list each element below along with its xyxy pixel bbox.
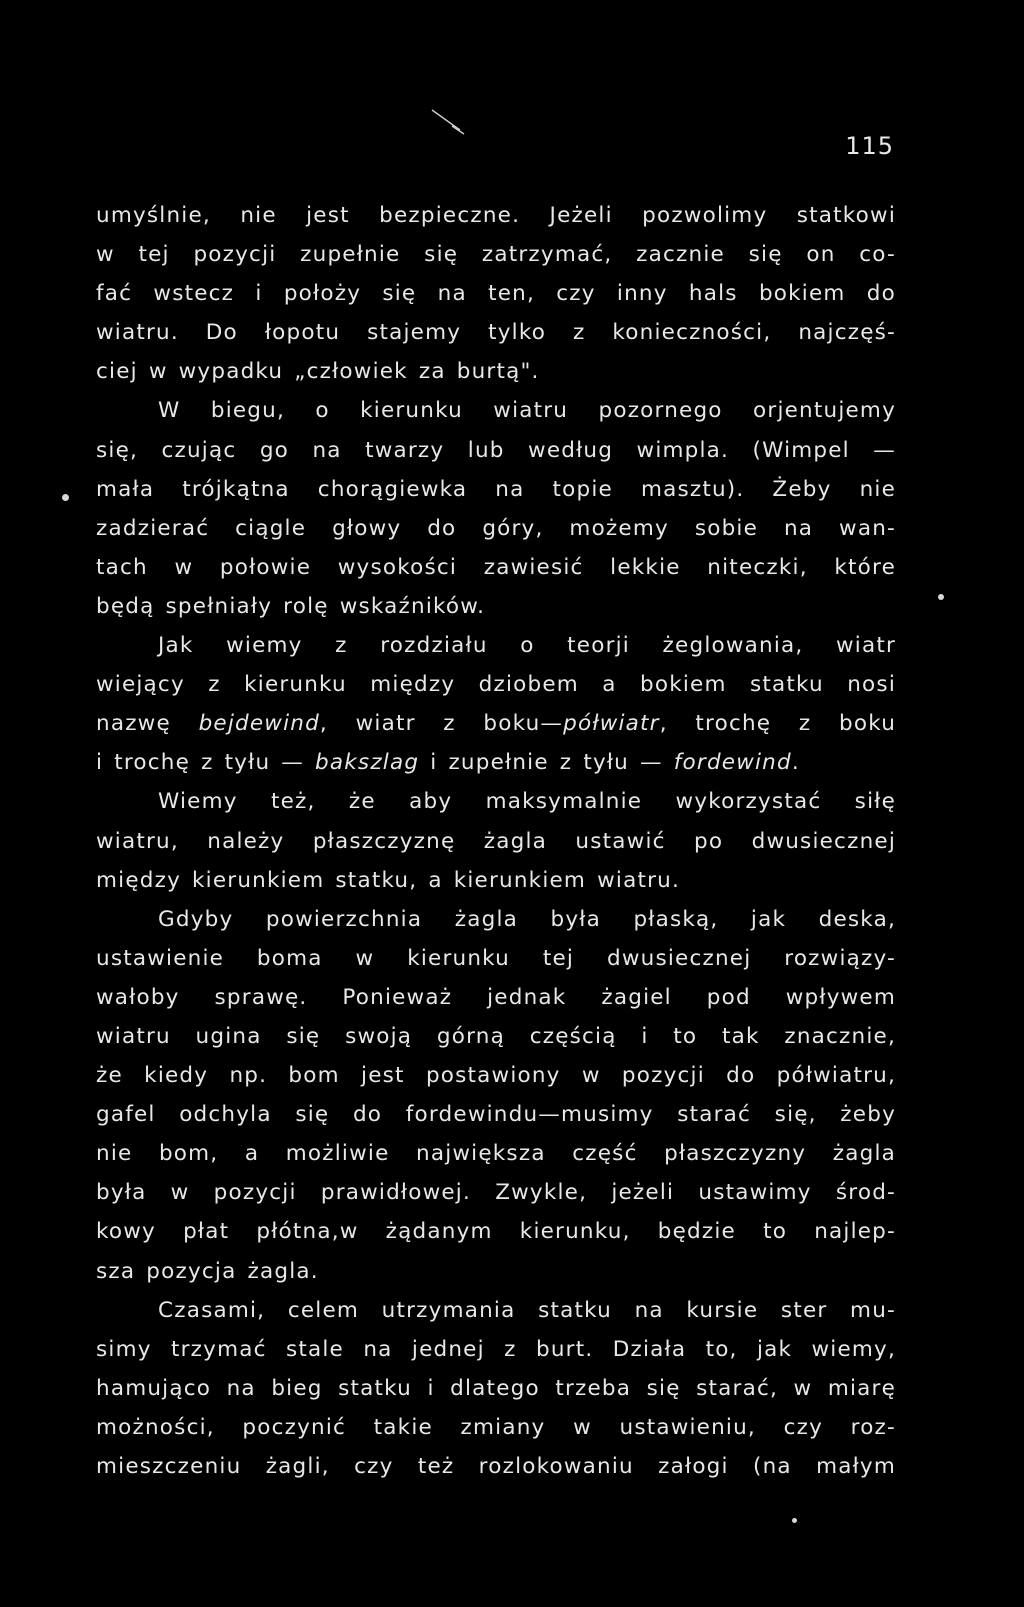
- text-line: że kiedy np. bom jest postawiony w pozycji do półwiatru,: [96, 1063, 896, 1089]
- text-line: w tej pozycji zupełnie się zatrzymać, zacznie się on co-: [96, 242, 896, 268]
- page-body-text: [96, 196, 896, 1486]
- text-line: Jak wiemy z rozdziału o teorji żeglowania, wiatr: [158, 633, 896, 659]
- text-line: wałoby sprawę. Ponieważ jednak żagiel pod wpływem: [96, 984, 896, 1010]
- text-line: Wiemy też, że aby maksymalnie wykorzystać siłę: [158, 789, 896, 815]
- text-line: sza pozycja żagla.: [96, 1258, 319, 1284]
- text-line: możności, poczynić takie zmiany w ustawieniu, czy roz-: [96, 1414, 896, 1440]
- text-line: simy trzymać stale na jednej z burt. Działa to, jak wiemy,: [96, 1336, 896, 1362]
- text-line: Gdyby powierzchnia żagla była płaską, jak deska,: [158, 906, 896, 932]
- text-line: będą spełniały rolę wskaźników.: [96, 593, 486, 619]
- text-line: mała trójkątna chorągiewka na topie masztu). Żeby nie: [96, 476, 896, 502]
- page-number: 115: [845, 132, 894, 160]
- text-line: zadzierać ciągle głowy do góry, możemy sobie na wan-: [96, 515, 896, 541]
- term-polwiatr: półwiatr: [563, 711, 660, 737]
- text-line: wiatru. Do łopotu stajemy tylko z konieczności, najczęś-: [96, 320, 896, 346]
- text-line: umyślnie, nie jest bezpieczne. Jeżeli pozwolimy statkowi: [96, 203, 896, 228]
- term-fordewind: fordewind: [673, 750, 792, 776]
- text-line: ciej w wypadku „człowiek za burtą".: [96, 359, 540, 385]
- text-run: , trochę z boku: [659, 711, 897, 737]
- text-line: kowy płat płótna,w żądanym kierunku, będzie to najlep-: [96, 1219, 896, 1245]
- term-bakszlag: bakszlag: [315, 750, 420, 776]
- text-run: i zupełnie z tyłu —: [419, 750, 674, 776]
- text-line: tach w połowie wysokości zawiesić lekkie niteczki, które: [96, 554, 896, 580]
- text-line: wiejący z kierunku między dziobem a bokiem statku nosi: [96, 672, 896, 698]
- text-line-mixed: [96, 704, 896, 743]
- text-line: ustawienie boma w kierunku tej dwusiecznej rozwiązy-: [96, 945, 896, 971]
- speck-mark: [938, 594, 944, 600]
- text-line: fać wstecz i położy się na ten, czy inny hals bokiem do: [96, 281, 896, 307]
- term-bejdewind: bejdewind: [198, 711, 320, 737]
- speck-mark: [792, 1518, 797, 1523]
- scratch-mark: [430, 108, 470, 138]
- text-line: między kierunkiem statku, a kierunkiem wiatru.: [96, 867, 680, 893]
- text-line-mixed: [96, 743, 896, 782]
- text-run: , wiatr z boku—: [319, 711, 564, 737]
- text-line: hamująco na bieg statku i dlatego trzeba się starać, w miarę: [96, 1375, 896, 1401]
- speck-mark: [62, 494, 69, 501]
- text-line: wiatru ugina się swoją górną częścią i to tak znacznie,: [96, 1023, 896, 1049]
- text-line: nie bom, a możliwie największa część płaszczyzny żagla: [96, 1141, 896, 1167]
- text-line: W biegu, o kierunku wiatru pozornego orjentujemy: [158, 398, 896, 424]
- text-line: wiatru, należy płaszczyznę żagla ustawić po dwusiecznej: [96, 828, 896, 854]
- text-line: była w pozycji prawidłowej. Zwykle, jeżeli ustawimy środ-: [96, 1180, 896, 1206]
- text-line: się, czując go na twarzy lub według wimpla. (Wimpel —: [96, 437, 896, 463]
- text-run: .: [791, 750, 800, 776]
- text-line: Czasami, celem utrzymania statku na kursie ster mu-: [158, 1297, 896, 1323]
- text-run: i trochę z tyłu —: [96, 750, 316, 776]
- text-line: gafel odchyla się do fordewindu—musimy starać się, żeby: [96, 1102, 896, 1128]
- text-line: mieszczeniu żagli, czy też rozlokowaniu załogi (na małym: [96, 1454, 896, 1479]
- text-run: nazwę: [96, 711, 199, 737]
